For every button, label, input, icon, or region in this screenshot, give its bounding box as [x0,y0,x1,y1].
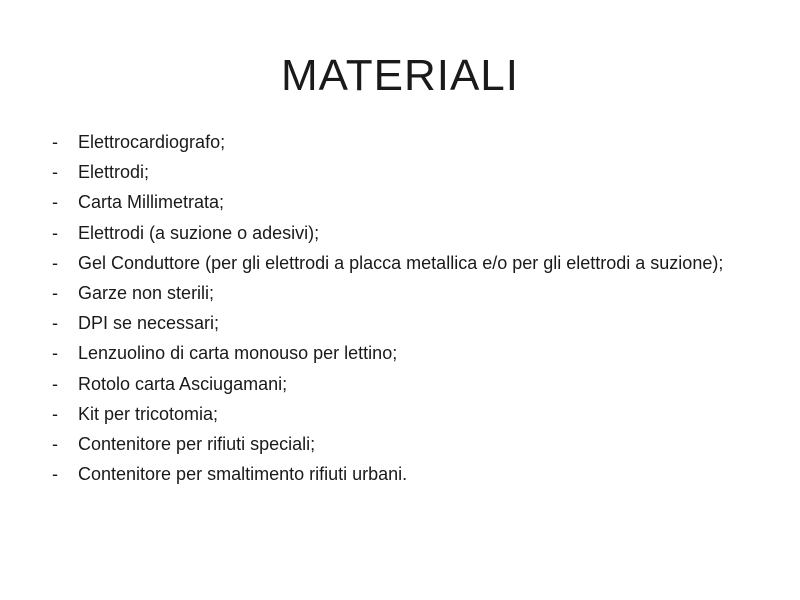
list-item [50,372,750,396]
list-item [50,341,750,365]
bullet-dash: - [52,464,58,485]
bullet-dash: - [52,313,58,334]
bullet-dash: - [52,132,58,152]
bullet-dash: - [52,433,58,454]
list-item-text: Elettrocardiografo; [78,132,226,152]
bullet-dash: - [52,222,58,243]
list-item-text: Elettrodi; [78,162,150,183]
list-item-text: Garze non sterili; [78,282,215,303]
bullet-list [50,130,750,492]
list-item [50,462,750,486]
list-item [50,130,750,154]
bullet-dash: - [52,282,58,303]
list-item [50,432,750,456]
list-item-text: Carta Millimetrata; [78,192,225,213]
list-item-text: Rotolo carta Asciugamani; [78,373,288,394]
list-item-text: Gel Conduttore (per gli elettrodi a placca metallica e/o per gli elettrodi a suzione); [78,252,724,273]
list-item [50,281,750,305]
list-item [50,311,750,335]
bullet-dash: - [52,343,58,364]
list-item-text: Kit per tricotomia; [78,403,219,424]
list-item-text: DPI se necessari; [78,313,220,334]
list-item [50,160,750,184]
bullet-dash: - [52,192,58,213]
bullet-dash: - [52,252,58,273]
bullet-dash: - [52,403,58,424]
list-item [50,251,750,275]
list-item-text: Contenitore per rifiuti speciali; [78,433,316,454]
list-item-text: Elettrodi (a suzione o adesivi); [78,222,320,243]
list-item [50,402,750,426]
slide-title: MATERIALI [280,51,519,100]
list-item [50,190,750,214]
list-item-text: Contenitore per smaltimento rifiuti urbani. [78,464,408,485]
list-item-text: Lenzuolino di carta monouso per lettino; [78,343,398,364]
bullet-dash: - [52,162,58,183]
list-item [50,221,750,245]
bullet-dash: - [52,373,58,394]
